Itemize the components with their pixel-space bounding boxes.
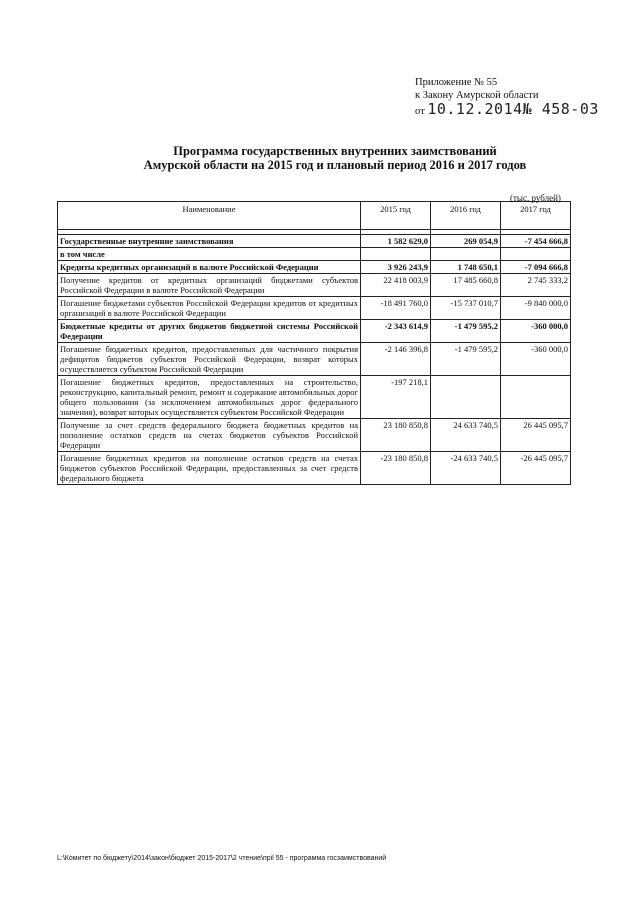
- row-2015: -18 491 760,0: [361, 297, 431, 320]
- row-2015: -2 146 396,8: [361, 343, 431, 376]
- units-note: (тыс. рублей): [510, 193, 561, 203]
- row-name: Получение кредитов от кредитных организаций бюджетами субъектов Российской Федерации в валюте Российской Федерации: [58, 274, 361, 297]
- row-2017: -9 840 000,0: [501, 297, 571, 320]
- title-line-2: Амурской области на 2015 год и плановый период 2016 и 2017 годов: [143, 158, 527, 172]
- table-row: [58, 452, 571, 485]
- title-line-1: Программа государственных внутренних заимствований: [173, 144, 497, 158]
- row-2015: -23 180 850,8: [361, 452, 431, 485]
- header-2016: 2016 год: [431, 202, 501, 230]
- appendix-number: Приложение № 55: [415, 77, 498, 88]
- row-2017: [501, 376, 571, 419]
- row-2015: 22 418 003,9: [361, 274, 431, 297]
- table-row: [58, 343, 571, 376]
- row-name: Погашение бюджетных кредитов, предоставленных для частичного покрытия дефицитов бюджетов субъектов Российской Федерации, возврат которых осуществляется субъектом Российской Федерации: [58, 343, 361, 376]
- row-2017: -360 000,0: [501, 343, 571, 376]
- row-2017: -7 454 666,8: [501, 235, 571, 248]
- appendix-block: [415, 76, 599, 118]
- row-2016: -15 737 010,7: [431, 297, 501, 320]
- row-name: Погашение бюджетных кредитов на пополнение остатков средств на счетах бюджетов субъектов Российской Федерации, предоставленных за счет средств федерального бюджета: [58, 452, 361, 485]
- row-name: Кредиты кредитных организаций в валюте Российской Федерации: [58, 261, 361, 274]
- row-2016: 24 633 740,5: [431, 419, 501, 452]
- file-path-footer: L:\Комитет по бюджету\2014\закон\бюджет 2015-2017\2 чтение\прil 55 - программа госзаимствований: [57, 855, 387, 862]
- header-name: Наименование: [58, 202, 361, 230]
- row-2017: 2 745 333,2: [501, 274, 571, 297]
- table-row: [58, 297, 571, 320]
- row-2017: [501, 248, 571, 261]
- row-2017: 26 445 095,7: [501, 419, 571, 452]
- row-2016: 1 748 650,1: [431, 261, 501, 274]
- row-2015: 23 180 850,8: [361, 419, 431, 452]
- row-2015: [361, 248, 431, 261]
- row-2016: [431, 248, 501, 261]
- table-row: [58, 261, 571, 274]
- header-2017: 2017 год: [501, 202, 571, 230]
- row-2016: [431, 376, 501, 419]
- row-name: Бюджетные кредиты от других бюджетов бюджетной системы Российской Федерации: [58, 320, 361, 343]
- table-row: [58, 320, 571, 343]
- appendix-date: [415, 100, 599, 118]
- row-2017: -26 445 095,7: [501, 452, 571, 485]
- appendix-law: к Закону Амурской области: [415, 90, 539, 101]
- date-stamp: 10.12.2014№ 458-03: [427, 100, 599, 118]
- row-name: Государственные внутренние заимствования: [58, 235, 361, 248]
- row-2015: -197 218,1: [361, 376, 431, 419]
- row-2015: -2 343 614,9: [361, 320, 431, 343]
- row-2017: -7 094 666,8: [501, 261, 571, 274]
- row-2016: -1 479 595,2: [431, 320, 501, 343]
- row-2016: -1 479 595,2: [431, 343, 501, 376]
- row-2016: -24 633 740,5: [431, 452, 501, 485]
- table-row: [58, 235, 571, 248]
- header-2015: 2015 год: [361, 202, 431, 230]
- row-name: Получение за счет средств федерального бюджета бюджетных кредитов на пополнение остатков средств на счетах бюджетов субъектов Российской Федерации: [58, 419, 361, 452]
- row-2016: 17 485 660,8: [431, 274, 501, 297]
- row-2015: 3 926 243,9: [361, 261, 431, 274]
- row-2015: 1 582 629,0: [361, 235, 431, 248]
- table-row: [58, 419, 571, 452]
- borrowing-table: [57, 201, 571, 485]
- row-2017: -360 000,0: [501, 320, 571, 343]
- date-prefix: от: [415, 106, 425, 117]
- table-header-row: [58, 202, 571, 230]
- table-row: [58, 274, 571, 297]
- row-name: Погашение бюджетами субъектов Российской Федерации кредитов от кредитных организаций в валюте Российской Федерации: [58, 297, 361, 320]
- document-title: [100, 144, 570, 172]
- table-row: [58, 376, 571, 419]
- row-2016: 269 054,9: [431, 235, 501, 248]
- table-row: [58, 248, 571, 261]
- row-name: в том числе: [58, 248, 361, 261]
- row-name: Погашение бюджетных кредитов, предоставленных на строительство, реконструкцию, капитальный ремонт, ремонт и содержание автомобильных дорог общего пользования (за исключением автомобильных дорог федерального значения), возврат которых осуществляется субъектом Российской Федерации: [58, 376, 361, 419]
